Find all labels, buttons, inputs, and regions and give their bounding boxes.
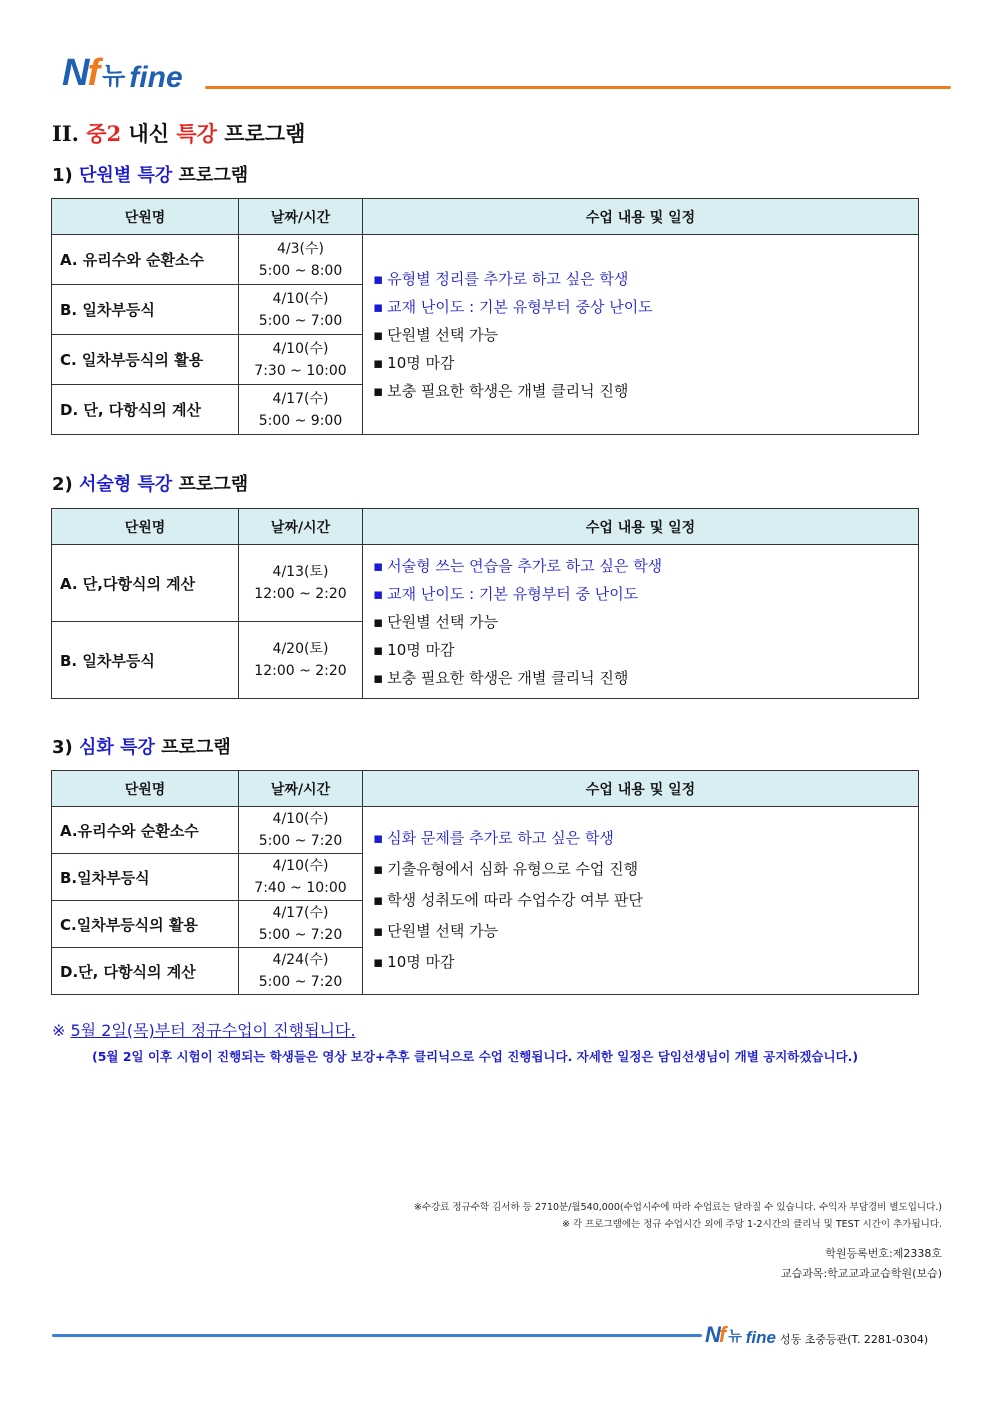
date-cell: 4/24(수) 5:00 ~ 7:20 [239,948,363,995]
footer-rule [52,1334,702,1337]
col-date: 날짜/시간 [239,771,363,807]
footer-logo [705,1322,928,1348]
logo-korean: 뉴 [728,1329,742,1345]
list-item: ▪ 단원별 선택 가능 [373,916,917,947]
list-item: ▪ 교재 난이도 : 기본 유형부터 중상 난이도 [373,293,917,321]
section-2-heading: 2) 서술형 특강 프로그램 [52,474,249,495]
list-item: ▪ 심화 문제를 추가로 하고 싶은 학생 [373,823,917,854]
col-date: 날짜/시간 [239,199,363,235]
unit-cell: B. 일차부등식 [52,285,239,335]
page-title: II. 중2 내신 특강 프로그램 [52,121,306,146]
list-item: ▪ 보충 필요한 학생은 개별 클리닉 진행 [373,664,917,692]
content-cell [363,545,919,699]
col-unit: 단원명 [52,771,239,807]
table-row [52,235,919,285]
col-date: 날짜/시간 [239,509,363,545]
unit-cell: A. 단,다항식의 계산 [52,545,239,622]
branch-info: 성동 초중등관(T. 2281-0304) [779,1333,929,1346]
program-note: ※ 각 프로그램에는 정규 수업시간 외에 주당 1-2시간의 클리닉 및 TEST 시간이 추가됩니다. [561,1219,942,1230]
list-item: ▪ 보충 필요한 학생은 개별 클리닉 진행 [373,377,917,405]
unit-cell: C. 일차부등식의 활용 [52,335,239,385]
section-2-table [51,508,919,699]
logo-fine: fine [129,61,183,94]
date-cell: 4/10(수) 7:40 ~ 10:00 [239,854,363,901]
list-item: ▪ 기출유형에서 심화 유형으로 수업 진행 [373,854,917,885]
unit-cell: D.단, 다항식의 계산 [52,948,239,995]
unit-cell: A. 유리수와 순환소수 [52,235,239,285]
content-cell [363,807,919,995]
date-cell: 4/10(수) 5:00 ~ 7:20 [239,807,363,854]
notice-mark: ※ [52,1021,66,1040]
date-cell: 4/13(토) 12:00 ~ 2:20 [239,545,363,622]
section-3-table [51,770,919,995]
table-row [52,807,919,854]
unit-cell: C.일차부등식의 활용 [52,901,239,948]
col-content: 수업 내용 및 일정 [363,199,919,235]
table-header-row [52,509,919,545]
section-3-heading: 3) 심화 특강 프로그램 [52,737,231,758]
content-cell [363,235,919,435]
list-item: ▪ 단원별 선택 가능 [373,321,917,349]
unit-cell: D. 단, 다항식의 계산 [52,385,239,435]
list-item: ▪ 10명 마감 [373,636,917,664]
logo-korean: 뉴 [102,62,126,90]
logo-mark: Nf [62,52,99,94]
date-cell: 4/10(수) 7:30 ~ 10:00 [239,335,363,385]
logo-fine: fine [745,1328,776,1347]
course-type: 교습과목:학교교과교습학원(보습) [780,1267,942,1280]
list-item: ▪ 10명 마감 [373,947,917,978]
col-content: 수업 내용 및 일정 [363,771,919,807]
table-header-row [52,771,919,807]
col-unit: 단원명 [52,509,239,545]
list-item: ▪ 단원별 선택 가능 [373,608,917,636]
date-cell: 4/20(토) 12:00 ~ 2:20 [239,622,363,699]
unit-cell: B. 일차부등식 [52,622,239,699]
notice-text: 5월 2일(목)부터 정규수업이 진행됩니다. [70,1021,356,1040]
section-1-table [51,198,919,435]
list-item: ▪ 학생 성취도에 따라 수업수강 여부 판단 [373,885,917,916]
fee-note: ※수강료 정규수학 김서하 등 2710분/월540,000(수업시수에 따라 수업료는 달라질 수 있습니다. 수익자 부담경비 별도입니다.) [413,1202,942,1213]
section-1-heading: 1) 단원별 특강 프로그램 [52,165,249,186]
date-cell: 4/3(수) 5:00 ~ 8:00 [239,235,363,285]
col-unit: 단원명 [52,199,239,235]
col-content: 수업 내용 및 일정 [363,509,919,545]
table-header-row [52,199,919,235]
header-rule [205,86,951,89]
date-cell: 4/17(수) 5:00 ~ 7:20 [239,901,363,948]
notice-sub: (5월 2일 이후 시험이 진행되는 학생들은 영상 보강+추후 클리닉으로 수업 진행됩니다. 자세한 일정은 담임선생님이 개별 공지하겠습니다.) [92,1049,859,1064]
notice-main [52,1018,356,1041]
date-cell: 4/10(수) 5:00 ~ 7:00 [239,285,363,335]
list-item: ▪ 10명 마감 [373,349,917,377]
list-item: ▪ 교재 난이도 : 기본 유형부터 중 난이도 [373,580,917,608]
unit-cell: A.유리수와 순환소수 [52,807,239,854]
registration-number: 학원등록번호:제2338호 [825,1247,942,1260]
logo-mark: Nf [705,1322,725,1347]
header-logo [62,52,183,95]
unit-cell: B.일차부등식 [52,854,239,901]
list-item: ▪ 유형별 정리를 추가로 하고 싶은 학생 [373,265,917,293]
table-row [52,545,919,622]
list-item: ▪ 서술형 쓰는 연습을 추가로 하고 싶은 학생 [373,552,917,580]
date-cell: 4/17(수) 5:00 ~ 9:00 [239,385,363,435]
